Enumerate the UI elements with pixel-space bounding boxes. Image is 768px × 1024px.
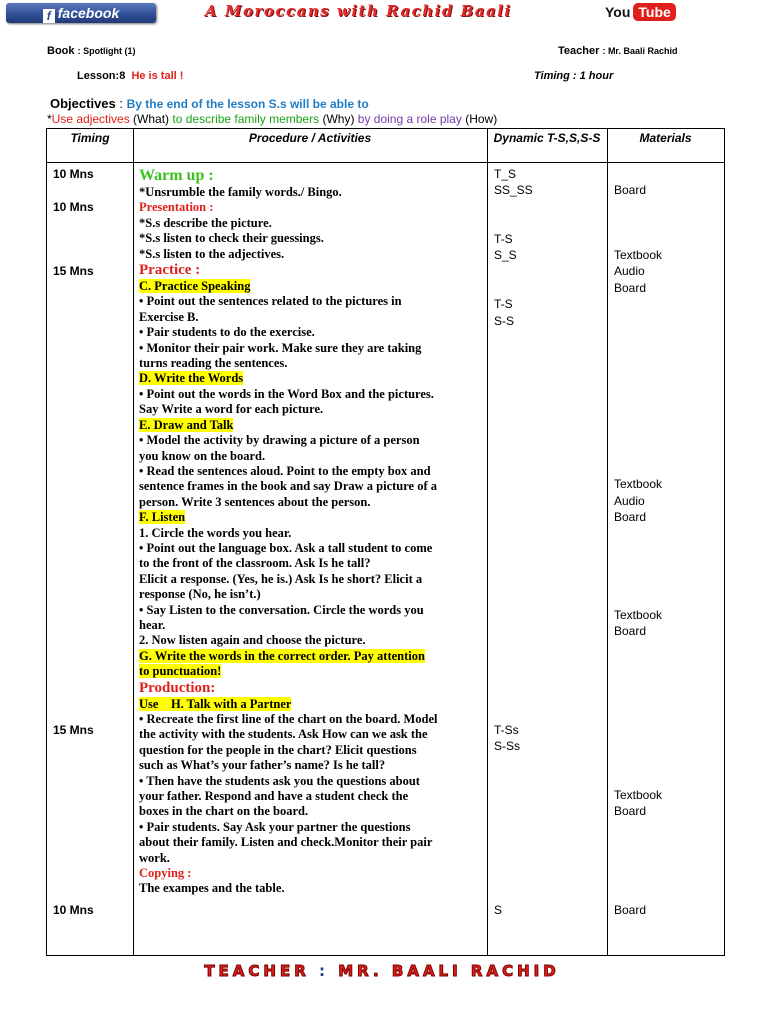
dynamic-cell: S-Ss xyxy=(494,739,521,753)
procedure-line: *Unsrumble the family words./ Bingo. xyxy=(139,185,342,199)
teacher-value: Mr. Baali Rachid xyxy=(607,46,678,56)
section-copying: Copying : xyxy=(139,866,192,881)
activity-heading: G. Write the words in the correct order. Pay attention xyxy=(139,648,425,663)
activity-heading: to punctuation! xyxy=(139,664,222,679)
procedure-line: • Pair students to do the exercise. xyxy=(139,325,315,340)
dynamic-cell: S_S xyxy=(494,248,517,262)
procedure-line: to the front of the classroom. Ask Is he tall? xyxy=(139,556,371,571)
teacher-label: Teacher xyxy=(558,45,600,57)
material-cell: Textbook xyxy=(614,788,663,802)
timing-cell: 10 Mns xyxy=(53,200,94,214)
objectives-line: Objectives : By the end of the lesson S.s will be able to xyxy=(50,96,369,111)
objective-segment: (Why) xyxy=(319,112,358,126)
youtube-tube: Tube xyxy=(633,3,675,21)
material-cell: Board xyxy=(614,183,647,197)
objective-segment: (What) xyxy=(129,112,173,126)
procedure-line: • Then have the students ask you the questions about xyxy=(139,773,420,788)
timing-cell: 10 Mns xyxy=(53,167,94,181)
footer-name: MR. BAALI RACHID xyxy=(338,962,560,980)
activity-heading: F. Listen xyxy=(139,510,186,525)
section-presentation: Presentation : xyxy=(139,200,214,215)
procedure-line: your father. Respond and have a student check the xyxy=(139,789,409,804)
timing-cell: 10 Mns xyxy=(53,903,94,917)
objective-segment: Use adjectives xyxy=(51,112,130,126)
dynamic-cell: S xyxy=(494,903,503,917)
procedure-line: • Read the sentences aloud. Point to the empty box and xyxy=(139,463,431,478)
teacher-line: Teacher : Mr. Baali Rachid xyxy=(558,45,678,57)
dynamic-cell: T-Ss xyxy=(494,723,519,737)
section-practice: Practice : xyxy=(139,262,201,279)
material-cell: Board xyxy=(614,510,647,524)
material-cell: Textbook xyxy=(614,608,663,622)
material-cell: Textbook xyxy=(614,477,663,491)
procedure-line: such as What’s your father’s name? Is he tall? xyxy=(139,758,386,773)
objective-segment: (How) xyxy=(461,112,498,126)
banner-title: A Moroccans with Rachid Baali xyxy=(205,2,512,20)
procedure-line: work. xyxy=(139,850,170,865)
material-cell: Board xyxy=(614,903,647,917)
activity-heading: C. Practice Speaking xyxy=(139,279,251,294)
activity-heading: E. Draw and Talk xyxy=(139,417,234,432)
procedure-line: response (No, he isn’t.) xyxy=(139,587,261,602)
procedure-line: Elicit a response. (Yes, he is.) Ask Is he short? Elicit a xyxy=(139,571,423,586)
material-cell: Audio xyxy=(614,494,645,508)
timing-cell: 15 Mns xyxy=(53,723,94,737)
youtube-logo[interactable] xyxy=(605,2,676,22)
book-value: Spotlight (1) xyxy=(83,46,136,56)
procedure-line: person. Write 3 sentences about the person. xyxy=(139,494,371,509)
header-procedure: Procedure / Activities xyxy=(248,131,372,145)
book-line: Book : Spotlight (1) xyxy=(47,45,136,57)
timing-line: Timing : 1 hour xyxy=(534,70,614,82)
timing-cell: 15 Mns xyxy=(53,264,94,278)
procedure-line: 2. Now listen again and choose the picture. xyxy=(139,633,366,648)
dynamic-cell: T-S xyxy=(494,297,513,311)
procedure-line: about their family. Listen and check.Monitor their pair xyxy=(139,835,433,850)
procedure-line: boxes in the chart on the board. xyxy=(139,804,309,819)
lesson-title: He is tall ! xyxy=(131,70,184,82)
header-banner xyxy=(0,0,768,26)
dynamic-cell: T_S xyxy=(494,167,517,181)
procedure-line: • Pair students. Say Ask your partner the questions xyxy=(139,819,411,834)
header-divider xyxy=(47,162,724,163)
procedure-line: • Say Listen to the conversation. Circle the words you xyxy=(139,602,424,617)
procedure-line: • Recreate the first line of the chart on the board. Model xyxy=(139,712,438,726)
lesson-label: Lesson xyxy=(77,70,116,82)
header-dynamic: Dynamic T-S,S,S-S xyxy=(493,131,601,145)
procedure-line: • Monitor their pair work. Make sure they are taking xyxy=(139,340,422,355)
book-label: Book xyxy=(47,45,75,57)
procedure-line: *S.s describe the picture. xyxy=(139,215,272,230)
section-warm-up: Warm up : xyxy=(139,167,214,184)
footer-teacher-banner xyxy=(42,962,722,986)
procedure-line: the activity with the students. Ask How can we ask the xyxy=(139,727,428,742)
procedure-line: • Point out the sentences related to the pictures in xyxy=(139,294,402,309)
material-cell: Audio xyxy=(614,264,645,278)
objective-segment: to describe family members xyxy=(172,112,320,126)
material-cell: Board xyxy=(614,281,647,295)
section-production: Production: xyxy=(139,679,216,696)
footer-label: TEACHER xyxy=(204,962,310,980)
procedure-line: • Point out the words in the Word Box and the pictures. xyxy=(139,386,434,401)
lesson-number: 8 xyxy=(119,70,126,82)
header-materials: Materials xyxy=(639,131,692,145)
facebook-logo[interactable] xyxy=(6,3,156,23)
material-cell: Board xyxy=(614,804,647,818)
dynamic-cell: T-S xyxy=(494,232,513,246)
procedure-line: hear. xyxy=(139,617,166,632)
procedure-cell xyxy=(139,166,489,897)
objectives-detail xyxy=(47,112,497,126)
lesson-table xyxy=(46,128,725,956)
procedure-line: Say Write a word for each picture. xyxy=(139,402,324,417)
procedure-line: *S.s listen to the adjectives. xyxy=(139,246,285,261)
lesson-line: Lesson:8 He is tall ! xyxy=(77,70,184,82)
procedure-line: *S.s listen to check their guessings. xyxy=(139,231,324,246)
objective-segment: * xyxy=(47,112,52,126)
procedure-line: turns reading the sentences. xyxy=(139,356,288,371)
activity-heading: Use H. Talk with a Partner xyxy=(139,696,292,711)
procedure-line: sentence frames in the book and say Draw a picture of a xyxy=(139,479,438,494)
material-cell: Textbook xyxy=(614,248,663,262)
procedure-line: The exampes and the table. xyxy=(139,881,285,896)
material-cell: Board xyxy=(614,624,647,638)
header-timing: Timing xyxy=(70,131,110,145)
activity-heading: D. Write the Words xyxy=(139,371,244,386)
dynamic-cell: S-S xyxy=(494,314,515,328)
procedure-line: • Point out the language box. Ask a tall student to come xyxy=(139,540,433,555)
procedure-line: you know on the board. xyxy=(139,448,266,463)
procedure-line: 1. Circle the words you hear. xyxy=(139,525,292,540)
objectives-intro: By the end of the lesson S.s will be able to xyxy=(126,97,369,111)
youtube-you: You xyxy=(605,4,631,20)
procedure-line: question for the people in the chart? Elicit questions xyxy=(139,742,417,757)
column-divider xyxy=(133,129,134,955)
objective-segment: by doing a role play xyxy=(357,112,462,126)
facebook-label: facebook xyxy=(57,5,120,21)
footer-separator: : xyxy=(319,962,329,980)
objectives-label: Objectives xyxy=(50,96,116,111)
procedure-line: • Model the activity by drawing a picture of a person xyxy=(139,433,420,448)
dynamic-cell: SS_SS xyxy=(494,183,533,197)
column-divider xyxy=(607,129,608,955)
procedure-line: Exercise B. xyxy=(139,309,199,324)
facebook-icon: f xyxy=(43,9,55,23)
